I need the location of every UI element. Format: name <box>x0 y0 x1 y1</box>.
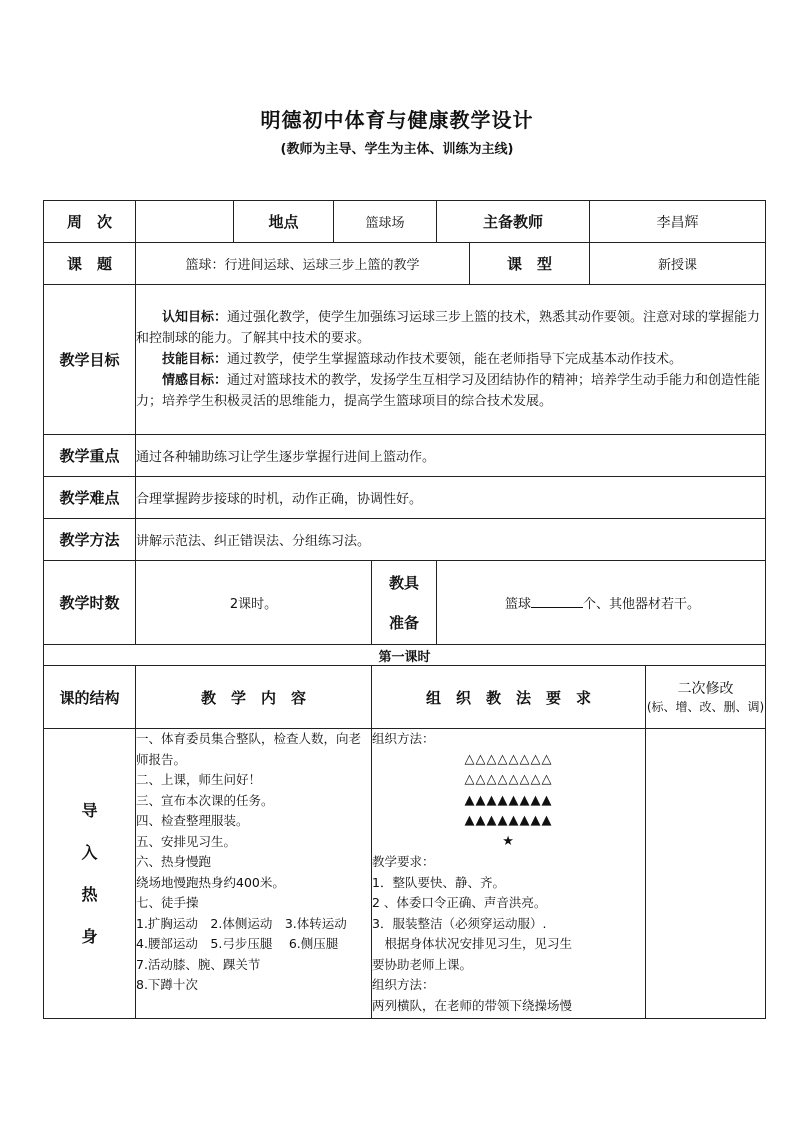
goal-emotion-title: 情感目标： <box>162 373 228 388</box>
content-line: 4.腰部运动 5.弓步压腿 6.侧压腿 <box>136 936 339 951</box>
topic-value: 篮球：行进间运球、运球三步上篮的教学 <box>136 243 470 285</box>
formation-row: △△△△△△△△ <box>464 772 553 787</box>
formation-row: ▲▲▲▲▲▲▲▲ <box>464 813 553 828</box>
warmup-label-char: 热 <box>81 884 98 904</box>
warmup-organization <box>372 729 646 1019</box>
row-difficulty <box>44 477 766 519</box>
type-label: 课 型 <box>470 243 590 285</box>
content-line: 师报告。 <box>136 751 187 767</box>
revision-title: 二次修改 <box>677 680 734 697</box>
org-line: 3．服装整洁（必须穿运动服）. <box>372 915 547 931</box>
content-line: 六、热身慢跑 <box>136 854 212 869</box>
formation-row: △△△△△△△△ <box>464 751 553 767</box>
org-line: 教学要求： <box>372 854 435 869</box>
goal-emotion <box>136 370 765 412</box>
hours-value: 2课时。 <box>136 561 372 645</box>
equipment-value <box>437 561 766 645</box>
difficulty-label: 教学难点 <box>44 477 136 519</box>
teacher-label: 主备教师 <box>437 201 590 243</box>
formation-row: ▲▲▲▲▲▲▲▲ <box>464 792 553 808</box>
revision-note: (标、增、改、删、调) <box>646 699 765 714</box>
lesson-plan-table <box>43 200 766 1019</box>
warmup-label <box>44 729 136 1019</box>
organization-header: 组 织 教 法 要 求 <box>372 666 646 729</box>
goal-skill-title: 技能目标： <box>162 352 228 367</box>
teacher-star-icon: ★ <box>502 833 515 849</box>
place-label: 地点 <box>234 201 334 243</box>
lesson-header: 第一课时 <box>44 645 766 666</box>
content-header: 教 学 内 容 <box>136 666 372 729</box>
content-line: 四、检查整理服装。 <box>136 813 249 828</box>
revision-cell <box>646 729 766 1019</box>
type-value: 新授课 <box>590 243 766 285</box>
goal-cognitive-title: 认知目标： <box>162 310 228 325</box>
row-goals <box>44 285 766 435</box>
goals-content <box>136 285 766 435</box>
equipment-item: 篮球 <box>505 597 532 612</box>
method-label: 教学方法 <box>44 519 136 561</box>
content-line: 三、宣布本次课的任务。 <box>136 792 274 808</box>
document-title: 明德初中体育与健康教学设计 <box>260 108 534 132</box>
goal-cognitive-text: 通过强化教学，使学生加强练习运球三步上篮的技术，熟悉其动作要领。注意对球的掌握能力和控制球的能力。了解其中技术的要求。 <box>136 310 761 346</box>
content-line: 二、上课，师生问好！ <box>136 772 262 787</box>
equipment-label <box>372 561 437 645</box>
row-column-headers <box>44 666 766 729</box>
revision-header <box>646 666 766 729</box>
content-line: 绕场地慢跑热身约400米。 <box>136 874 285 890</box>
key-point-label: 教学重点 <box>44 435 136 477</box>
org-line: 组织方法： <box>372 977 435 992</box>
goals-label: 教学目标 <box>44 285 136 435</box>
difficulty-value: 合理掌握跨步接球的时机，动作正确，协调性好。 <box>136 477 766 519</box>
place-value: 篮球场 <box>334 201 437 243</box>
goal-skill <box>136 349 765 370</box>
org-line: 2 、体委口令正确、声音洪亮。 <box>372 895 547 910</box>
row-hours <box>44 561 766 645</box>
week-label: 周 次 <box>44 201 136 243</box>
content-line: 1.扩胸运动 2.体侧运动 3.体转运动 <box>136 915 347 931</box>
row-method <box>44 519 766 561</box>
equipment-rest: 个、其他器材若干。 <box>583 597 701 612</box>
warmup-label-char: 身 <box>81 926 98 946</box>
warmup-content <box>136 729 372 1019</box>
hours-label: 教学时数 <box>44 561 136 645</box>
org-line: 两列横队，在老师的带领下绕操场慢 <box>372 997 573 1013</box>
row-topic <box>44 243 766 285</box>
goal-emotion-text: 通过对篮球技术的教学，发扬学生互相学习及团结协作的精神；培养学生动手能力和创造性能力；培养学生积极灵活的思维能力，提高学生篮球项目的综合技术发展。 <box>136 373 761 409</box>
structure-header: 课的结构 <box>44 666 136 729</box>
content-line: 五、安排见习生。 <box>136 833 237 849</box>
warmup-label-char: 导 <box>81 800 98 820</box>
row-key-point <box>44 435 766 477</box>
equipment-label-line-1: 教具 <box>389 573 420 592</box>
content-line: 七、徒手操 <box>136 895 199 910</box>
warmup-label-char: 入 <box>81 842 98 862</box>
key-point-value: 通过各种辅助练习让学生逐步掌握行进间上篮动作。 <box>136 435 766 477</box>
org-title: 组织方法： <box>372 731 435 746</box>
week-value <box>136 201 234 243</box>
equipment-count-blank <box>531 595 583 608</box>
content-line: 8.下蹲十次 <box>136 977 198 992</box>
content-line: 一、体育委员集合整队，检查人数，向老 <box>136 731 362 746</box>
method-value: 讲解示范法、纠正错误法、分组练习法。 <box>136 519 766 561</box>
goal-cognitive <box>136 307 765 349</box>
row-lesson-header <box>44 645 766 666</box>
goal-skill-text: 通过教学，使学生掌握篮球动作技术要领，能在老师指导下完成基本动作技术。 <box>227 352 683 367</box>
document-subtitle: (教师为主导、学生为主体、训练为主线) <box>280 142 514 157</box>
row-warmup <box>44 729 766 1019</box>
equipment-label-line-2: 准备 <box>389 613 420 632</box>
org-line: 要协助老师上课。 <box>372 956 473 972</box>
topic-label: 课 题 <box>44 243 136 285</box>
org-line: 根据身体状况安排见习生，见习生 <box>372 936 573 951</box>
content-line: 7.活动膝、腕、踝关节 <box>136 956 261 972</box>
org-line: 1．整队要快、静、齐。 <box>372 874 505 890</box>
teacher-value: 李昌辉 <box>590 201 766 243</box>
row-week <box>44 201 766 243</box>
